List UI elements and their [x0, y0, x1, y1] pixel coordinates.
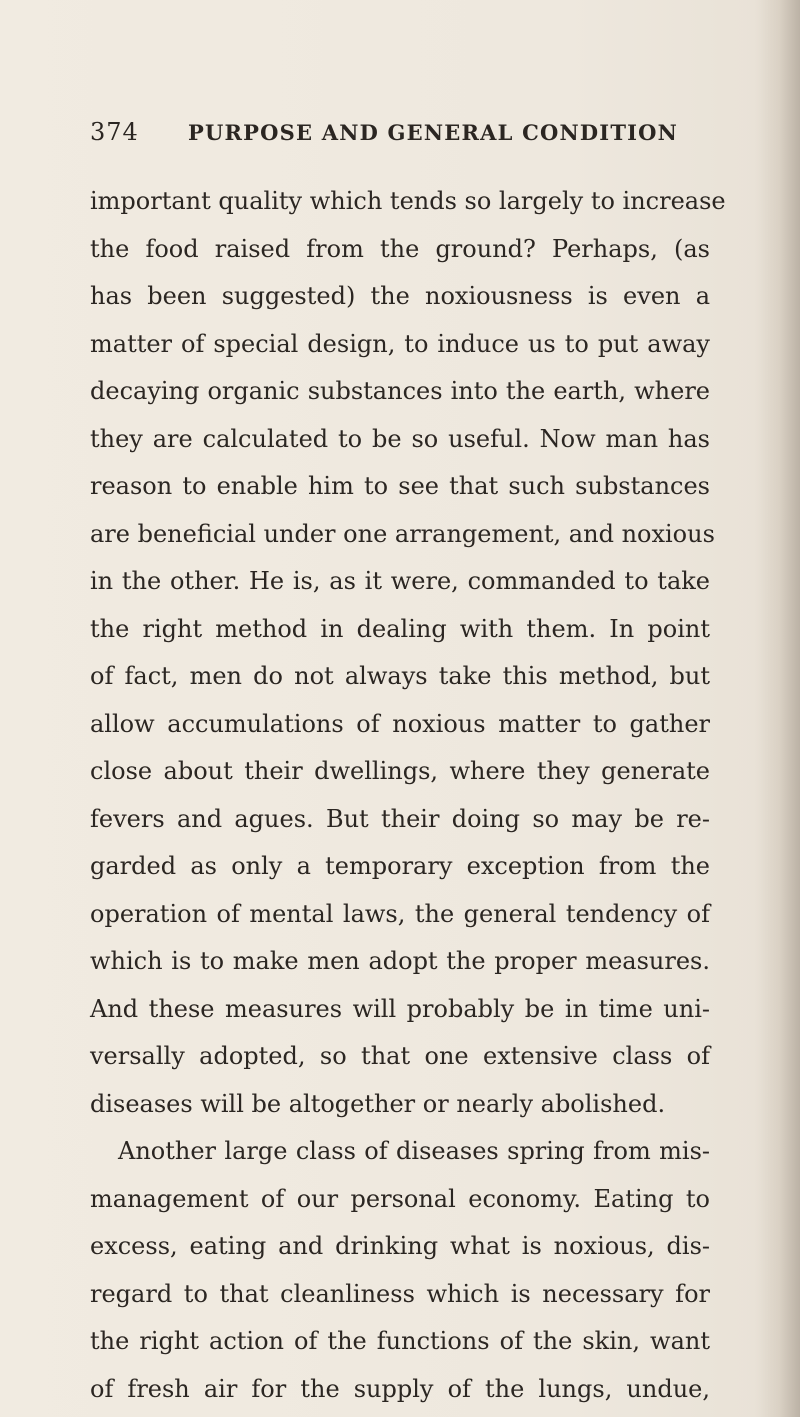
text-line: in the other. He is, as it were, commanded to take: [90, 567, 710, 595]
text-line: important quality which tends so largely to increase: [90, 187, 726, 215]
text-line: the right action of the functions of the skin, want: [90, 1327, 710, 1355]
text-line: of fact, men do not always take this method, but: [90, 662, 710, 690]
text-line: they are calculated to be so useful. Now man has: [90, 424, 710, 453]
paragraph-end-line: diseases will be altogether or nearly abolished.: [90, 1089, 666, 1118]
text-line: And these measures will probably be in time uni-: [90, 994, 710, 1023]
text-line: fevers and agues. But their doing so may be re-: [90, 804, 710, 833]
body-text: [90, 178, 726, 1413]
text-line: excess, eating and drinking what is noxious, dis-: [90, 1232, 710, 1260]
page-number: 374: [90, 118, 139, 146]
text-line: has been suggested) the noxiousness is even a: [90, 282, 710, 310]
page-edge-shadow: [754, 0, 800, 1417]
text-line: close about their dwellings, where they generate: [90, 757, 710, 785]
running-head: [90, 118, 710, 162]
text-line: decaying organic substances into the earth, where: [90, 377, 710, 405]
text-line: allow accumulations of noxious matter to gather: [90, 709, 710, 738]
text-line: the food raised from the ground? Perhaps, (as: [90, 234, 710, 263]
text-line: which is to make men adopt the proper measures.: [90, 947, 710, 975]
text-line: are beneficial under one arrangement, and noxious: [90, 519, 715, 548]
text-line: reason to enable him to see that such substances: [90, 472, 710, 500]
paragraph-start-line: Another large class of diseases spring from mis-: [118, 1137, 710, 1165]
text-line: matter of special design, to induce us to put away: [90, 329, 710, 358]
text-line: versally adopted, so that one extensive class of: [90, 1042, 710, 1070]
text-line: regard to that cleanliness which is necessary for: [90, 1279, 710, 1308]
text-line: management of our personal economy. Eating to: [90, 1184, 710, 1213]
running-title: PURPOSE AND GENERAL CONDITION: [188, 120, 679, 145]
text-line: of fresh air for the supply of the lungs, undue,: [90, 1374, 710, 1403]
text-line: garded as only a temporary exception from the: [90, 852, 710, 880]
text-line: operation of mental laws, the general tendency of: [90, 899, 710, 928]
text-line: the right method in dealing with them. In point: [90, 614, 710, 643]
